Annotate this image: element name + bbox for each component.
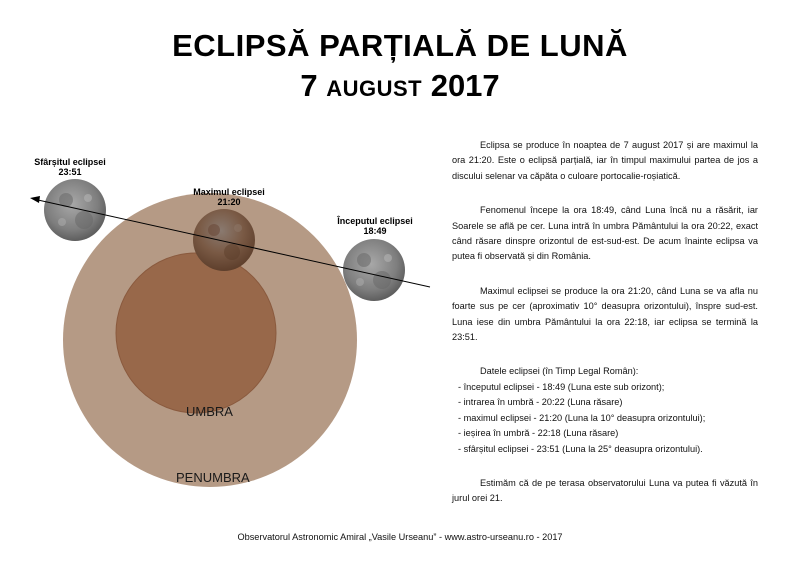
label-maximum [184,187,274,207]
list-item: - ieșirea în umbră - 22:18 (Luna răsare) [458,428,619,439]
label-beginning-title: Începutul eclipsei [337,216,413,226]
paragraph-maximum: Maximul eclipsei se produce la ora 21:20, când Luna se va afla nu foarte sus pe cer (aproximativ 10° deasupra orizontului), înspre sud-est. Luna iese din umbra Pământului la ora 22:18, iar eclipsa se termină la 23:51. [452,285,758,343]
penumbra-label: PENUMBRA [176,470,250,485]
paragraph-visibility: Estimăm că de pe terasa observatorului Luna va putea fi văzută în jurul orei 21. [452,477,758,504]
label-end [25,157,115,177]
moon-maximum [193,209,255,271]
label-maximum-time: 21:20 [217,197,241,207]
list-item: - maximul eclipsei - 21:20 (Luna la 10° deasupra orizontului); [458,412,706,423]
label-end-title: Sfârșitul eclipsei [34,157,106,167]
moon-end [44,179,106,241]
description-text [452,138,758,526]
page-title: ECLIPSĂ PARȚIALĂ DE LUNĂ [172,28,628,63]
label-maximum-title: Maximul eclipsei [193,187,265,197]
label-end-time: 23:51 [58,167,82,177]
date-year: 2017 [430,68,500,103]
eclipse-data-list [452,380,758,457]
umbra-circle [116,253,276,413]
date-day: 7 [300,68,318,103]
label-beginning-time: 18:49 [363,226,387,236]
footer-credit: Observatorul Astronomic Amiral „Vasile Urseanu” - www.astro-urseanu.ro - 2017 [237,532,563,542]
list-item: - intrarea în umbră - 20:22 (Luna răsare) [458,397,623,408]
paragraph-beginning: Fenomenul începe la ora 18:49, când Luna încă nu a răsărit, iar Soarele se află pe cer. Luna intră în umbra Pământului la ora 20:22, exact când răsare dinspre orizontul de est-sud-est. De acum înainte eclipsa va putea fi observată și din România. [452,205,758,262]
date-month: AUGUST [326,76,423,101]
umbra-label: UMBRA [186,404,233,419]
eclipse-data-heading: Datele eclipsei (în Timp Legal Român): [480,366,639,377]
paragraph-intro: Eclipsa se produce în noaptea de 7 august 2017 și are maximul la ora 21:20. Este o eclipsă parțială, iar în timpul maximului partea de jos a discului selenar va căpăta o culoare portocalie-roșiatică. [452,140,758,181]
list-item: - începutul eclipsei - 18:49 (Luna este sub orizont); [458,381,665,392]
list-item: - sfârșitul eclipsei - 23:51 (Luna la 25° deasupra orizontului). [458,443,703,454]
moon-path-arrowhead [30,196,40,203]
label-beginning [330,216,420,236]
